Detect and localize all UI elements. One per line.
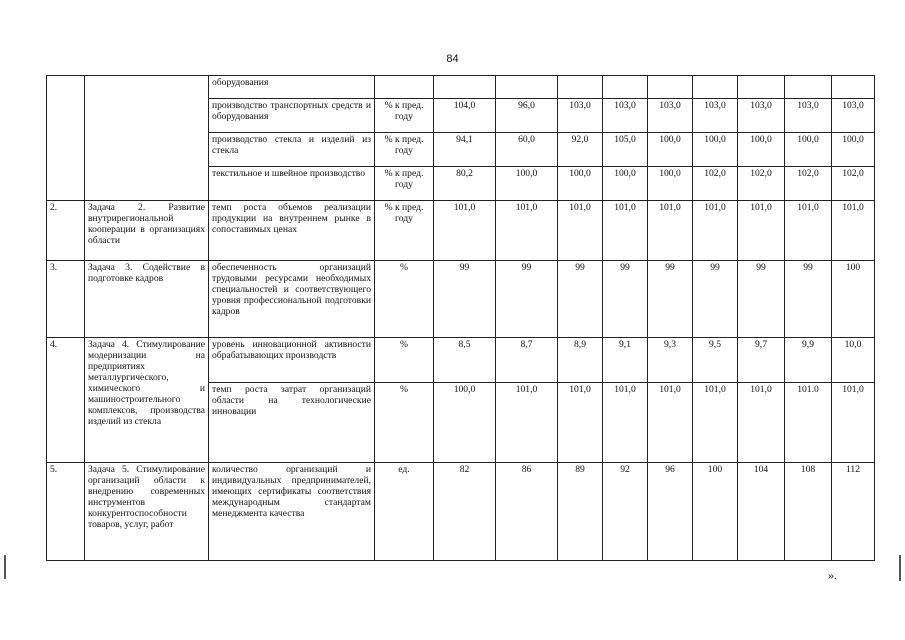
value-cell: 101,0 <box>648 201 693 261</box>
value-cell: 100,0 <box>648 133 693 167</box>
value-cell: 101,0 <box>434 201 496 261</box>
unit-cell: % к пред. году <box>375 99 434 133</box>
value-cell: 100,0 <box>558 167 603 201</box>
value-cell: 9,1 <box>603 338 648 383</box>
value-cell: 104 <box>738 463 785 561</box>
value-cell: 9,9 <box>785 338 832 383</box>
value-cell: 108 <box>785 463 832 561</box>
value-cell: 101,0 <box>603 383 648 463</box>
table-row <box>47 463 875 561</box>
value-cell: 80,2 <box>434 167 496 201</box>
value-cell: 99 <box>603 261 648 338</box>
value-cell: 105,0 <box>603 133 648 167</box>
value-cell: 100,0 <box>648 167 693 201</box>
value-cell: 101,0 <box>496 201 558 261</box>
indicator-cell: текстильное и швейное производство <box>209 167 375 201</box>
task-cell: Задача 5. Стимулирование организаций области к внедрению современных инструментов конкурентоспособности товаров, услуг, работ <box>85 463 209 561</box>
value-cell: 100,0 <box>603 167 648 201</box>
value-cell: 9,7 <box>738 338 785 383</box>
table-row <box>47 201 875 261</box>
value-cell: 10,0 <box>832 338 875 383</box>
value-cell: 60,0 <box>496 133 558 167</box>
value-cell: 101,0 <box>832 383 875 463</box>
value-cell: 99 <box>693 261 738 338</box>
value-cell: 112 <box>832 463 875 561</box>
value-cell: 99 <box>496 261 558 338</box>
unit-cell: % к пред. году <box>375 133 434 167</box>
value-cell: 92 <box>603 463 648 561</box>
value-cell: 96,0 <box>496 99 558 133</box>
closing-mark: ». <box>828 568 837 582</box>
value-cell: 101,0 <box>738 201 785 261</box>
value-cell: 101,0 <box>558 201 603 261</box>
value-cell: 86 <box>496 463 558 561</box>
value-cell: 100,0 <box>785 133 832 167</box>
value-cell: 99 <box>785 261 832 338</box>
value-cell: 102,0 <box>738 167 785 201</box>
value-cell: 103,0 <box>558 99 603 133</box>
value-cell: 8,5 <box>434 338 496 383</box>
indicator-cell: темп роста затрат организаций области на технологические инновации <box>209 383 375 463</box>
value-cell: 8,9 <box>558 338 603 383</box>
value-cell: 102,0 <box>832 167 875 201</box>
indicator-cell: оборудования <box>209 76 375 99</box>
value-cell: 100,0 <box>434 383 496 463</box>
value-cell: 102,0 <box>785 167 832 201</box>
value-cell <box>434 76 496 99</box>
value-cell: 99 <box>558 261 603 338</box>
row-number: 2. <box>47 201 85 261</box>
row-number: 4. <box>47 338 85 463</box>
value-cell <box>496 76 558 99</box>
page-number: 84 <box>446 53 459 65</box>
task-cell <box>85 76 209 201</box>
unit-cell <box>375 76 434 99</box>
value-cell <box>738 76 785 99</box>
value-cell: 82 <box>434 463 496 561</box>
value-cell: 8,7 <box>496 338 558 383</box>
value-cell: 99 <box>648 261 693 338</box>
value-cell: 102,0 <box>693 167 738 201</box>
value-cell: 104,0 <box>434 99 496 133</box>
value-cell: 103,0 <box>648 99 693 133</box>
table-row <box>47 76 875 99</box>
value-cell: 103,0 <box>603 99 648 133</box>
value-cell <box>785 76 832 99</box>
value-cell: 101,0 <box>603 201 648 261</box>
indicator-cell: количество организаций и индивидуальных предпринимателей, имеющих сертификаты соответствия международным стандартам менеджмента качества <box>209 463 375 561</box>
value-cell: 100,0 <box>738 133 785 167</box>
value-cell <box>832 76 875 99</box>
value-cell: 96 <box>648 463 693 561</box>
value-cell: 103,0 <box>693 99 738 133</box>
value-cell: 100 <box>832 261 875 338</box>
value-cell: 99 <box>434 261 496 338</box>
indicator-cell: уровень инновационной активности обрабатывающих производств <box>209 338 375 383</box>
indicator-cell: производство стекла и изделий из стекла <box>209 133 375 167</box>
indicator-cell: производство транспортных средств и оборудования <box>209 99 375 133</box>
value-cell <box>603 76 648 99</box>
row-number: 5. <box>47 463 85 561</box>
value-cell <box>558 76 603 99</box>
value-cell: 103,0 <box>738 99 785 133</box>
value-cell: 101,0 <box>832 201 875 261</box>
value-cell: 92,0 <box>558 133 603 167</box>
value-cell: 101,0 <box>496 383 558 463</box>
unit-cell: % <box>375 261 434 338</box>
value-cell: 101,0 <box>693 201 738 261</box>
task-cell: Задача 3. Содействие в подготовке кадров <box>85 261 209 338</box>
value-cell: 99 <box>738 261 785 338</box>
value-cell <box>648 76 693 99</box>
indicator-cell: темп роста объемов реализации продукции на внутреннем рынке в сопоставимых ценах <box>209 201 375 261</box>
value-cell: 9,3 <box>648 338 693 383</box>
value-cell: 101.0 <box>785 383 832 463</box>
table-row <box>47 338 875 383</box>
value-cell: 103,0 <box>785 99 832 133</box>
unit-cell: % <box>375 383 434 463</box>
value-cell: 9,5 <box>693 338 738 383</box>
indicator-cell: обеспеченность организаций трудовыми ресурсами необходимых специальностей и соответствующего уровня профессиональной подготовки кадров <box>209 261 375 338</box>
value-cell: 101,0 <box>738 383 785 463</box>
value-cell: 100,0 <box>496 167 558 201</box>
value-cell: 101,0 <box>648 383 693 463</box>
row-number: 3. <box>47 261 85 338</box>
left-edge-mark <box>4 555 6 579</box>
value-cell: 103,0 <box>832 99 875 133</box>
row-number <box>47 76 85 201</box>
value-cell: 101,0 <box>785 201 832 261</box>
right-edge-mark <box>899 555 901 581</box>
table-row <box>47 261 875 338</box>
value-cell: 101,0 <box>558 383 603 463</box>
task-cell: Задача 2. Развитие внутрирегиональной кооперации в организациях области <box>85 201 209 261</box>
unit-cell: % к пред. году <box>375 201 434 261</box>
task-cell: Задача 4. Стимулирование модернизации на предприятиях металлургического, химического и машиностроительного комплексов, производства изделий из стекла <box>85 338 209 463</box>
value-cell: 94,1 <box>434 133 496 167</box>
value-cell: 100 <box>693 463 738 561</box>
indicators-table <box>46 75 875 561</box>
unit-cell: % к пред. году <box>375 167 434 201</box>
value-cell: 100,0 <box>832 133 875 167</box>
value-cell: 101,0 <box>693 383 738 463</box>
value-cell: 89 <box>558 463 603 561</box>
value-cell: 100,0 <box>693 133 738 167</box>
unit-cell: % <box>375 338 434 383</box>
unit-cell: ед. <box>375 463 434 561</box>
value-cell <box>693 76 738 99</box>
